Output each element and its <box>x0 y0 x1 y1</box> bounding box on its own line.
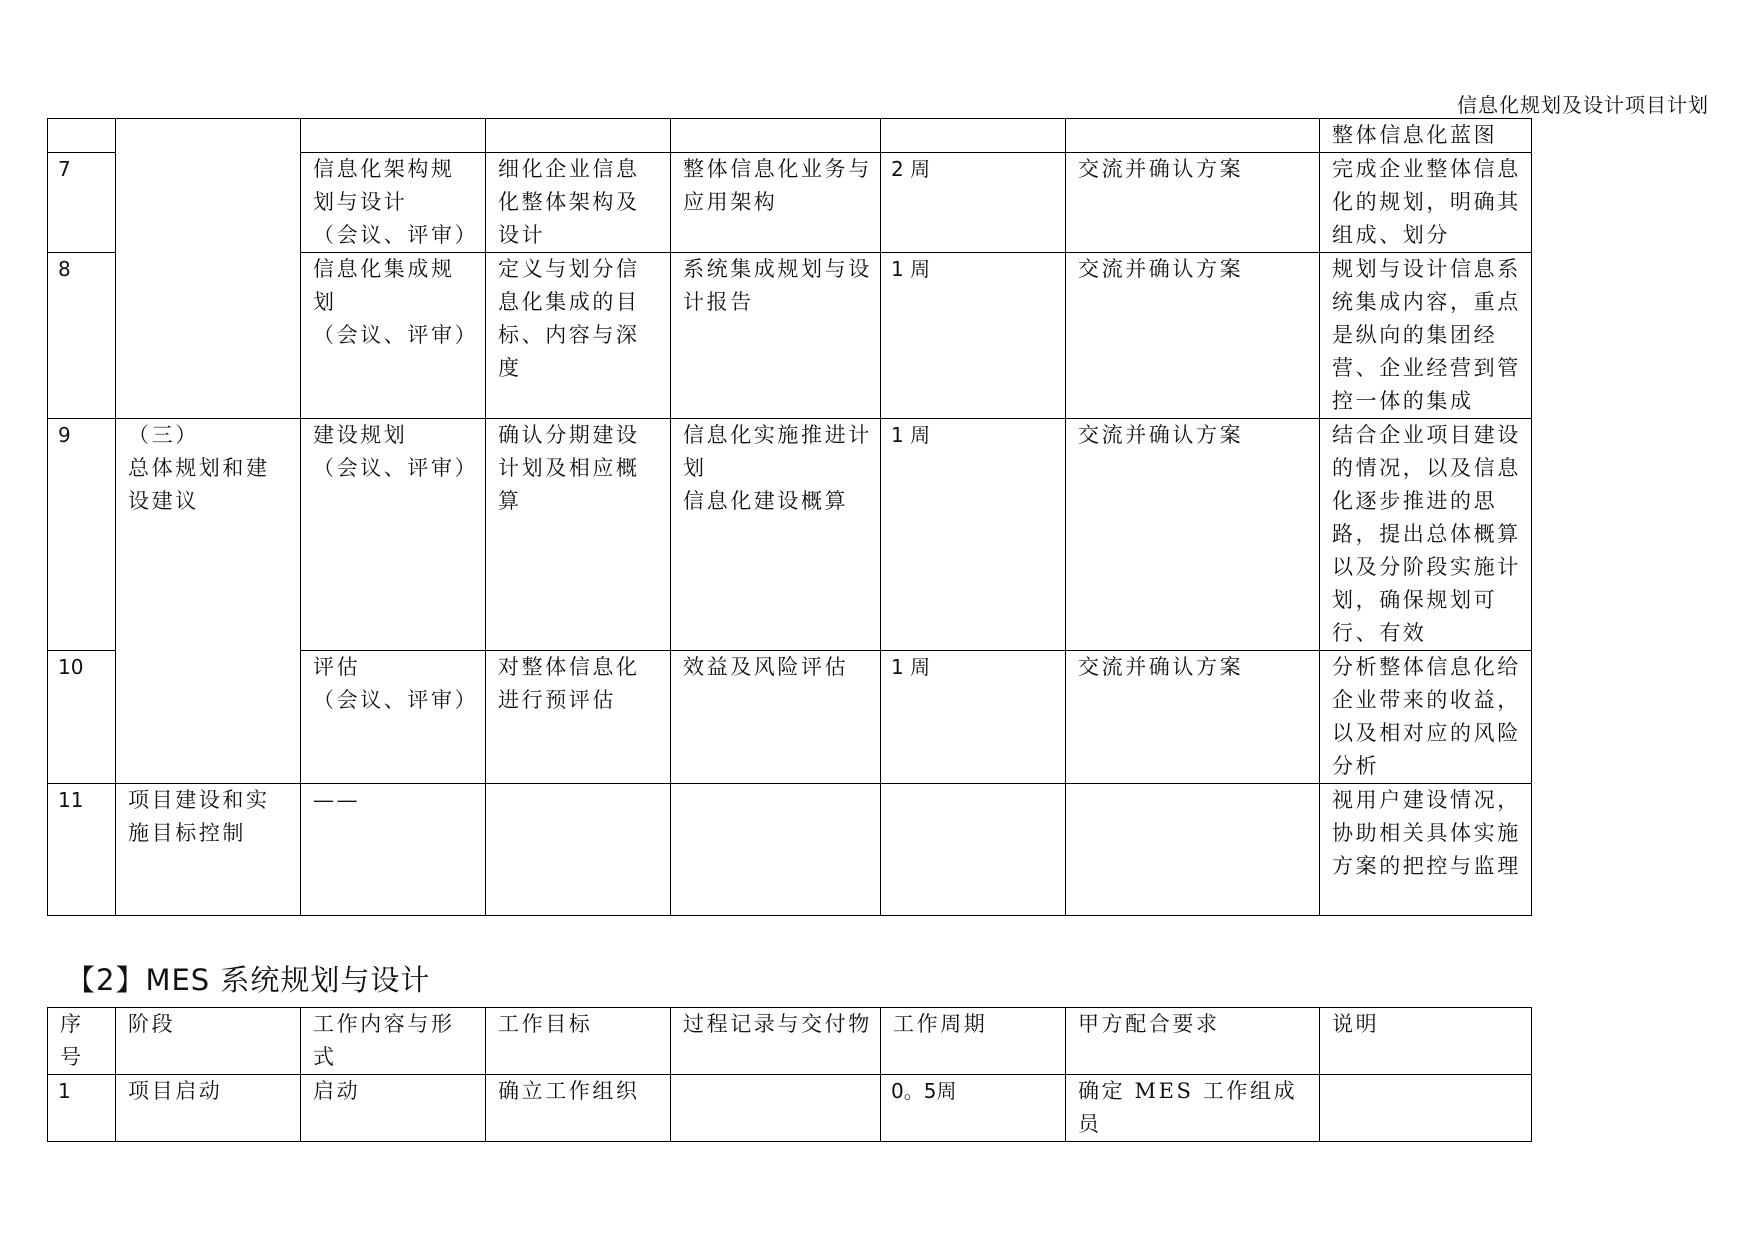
period-cell: 2 周 <box>881 153 1066 253</box>
header-no: 序号 <box>48 1008 116 1075</box>
section-heading: 【2】MES 系统规划与设计 <box>66 963 431 997</box>
table-row <box>48 1075 1532 1142</box>
note-cell: 规划与设计信息系统集成内容，重点是纵向的集团经营、企业经营到管控一体的集成 <box>1320 253 1532 419</box>
header-phase: 阶段 <box>116 1008 301 1075</box>
note-cell: 完成企业整体信息化的规划，明确其组成、划分 <box>1320 153 1532 253</box>
task-cell: 信息化架构规划与设计 （会议、评审） <box>301 153 486 253</box>
goal-cell <box>486 784 671 916</box>
goal-cell: 定义与划分信息化集成的目标、内容与深度 <box>486 253 671 419</box>
header-goal: 工作目标 <box>486 1008 671 1075</box>
row-number <box>48 119 116 153</box>
header-note: 说明 <box>1320 1008 1532 1075</box>
table-header-row <box>48 1008 1532 1075</box>
task-cell: 信息化集成规划 （会议、评审） <box>301 253 486 419</box>
task-cell: 评估 （会议、评审） <box>301 651 486 784</box>
deliverable-cell: 系统集成规划与设计报告 <box>671 253 881 419</box>
goal-cell: 确认分期建设计划及相应概算 <box>486 419 671 651</box>
note-cell: 整体信息化蓝图 <box>1320 119 1532 153</box>
table-row <box>48 419 1532 651</box>
table-row <box>48 784 1532 916</box>
goal-cell <box>486 119 671 153</box>
client-requirement-cell: 交流并确认方案 <box>1066 419 1320 651</box>
row-number: 7 <box>48 153 116 253</box>
task-cell <box>301 119 486 153</box>
header-deliverable: 过程记录与交付物 <box>671 1008 881 1075</box>
period-cell: 1 周 <box>881 651 1066 784</box>
task-cell: 建设规划 （会议、评审） <box>301 419 486 651</box>
table-row <box>48 119 1532 153</box>
period-cell <box>881 119 1066 153</box>
task-cell: —— <box>301 784 486 916</box>
note-cell: 结合企业项目建设的情况，以及信息化逐步推进的思路，提出总体概算以及分阶段实施计划，确保规划可行、有效 <box>1320 419 1532 651</box>
client-requirement-cell <box>1066 119 1320 153</box>
task-cell: 启动 <box>301 1075 486 1142</box>
client-requirement-cell: 交流并确认方案 <box>1066 153 1320 253</box>
client-requirement-cell: 交流并确认方案 <box>1066 253 1320 419</box>
row-number: 8 <box>48 253 116 419</box>
goal-cell: 对整体信息化进行预评估 <box>486 651 671 784</box>
client-requirement-cell <box>1066 784 1320 916</box>
plan-table-continued <box>47 118 1532 916</box>
goal-cell: 确立工作组织 <box>486 1075 671 1142</box>
row-number: 10 <box>48 651 116 784</box>
goal-cell: 细化企业信息化整体架构及设计 <box>486 153 671 253</box>
deliverable-cell <box>671 1075 881 1142</box>
phase-cell: 项目建设和实施目标控制 <box>116 784 301 916</box>
header-task: 工作内容与形式 <box>301 1008 486 1075</box>
note-cell: 分析整体信息化给企业带来的收益，以及相对应的风险分析 <box>1320 651 1532 784</box>
deliverable-cell: 效益及风险评估 <box>671 651 881 784</box>
running-header: 信息化规划及设计项目计划 <box>1457 93 1709 117</box>
row-number: 9 <box>48 419 116 651</box>
deliverable-cell: 整体信息化业务与应用架构 <box>671 153 881 253</box>
phase-cell-blank <box>116 119 301 419</box>
mes-plan-table <box>47 1007 1532 1142</box>
client-requirement-cell: 交流并确认方案 <box>1066 651 1320 784</box>
phase-cell: （三） 总体规划和建设建议 <box>116 419 301 784</box>
period-cell: 1 周 <box>881 419 1066 651</box>
client-requirement-cell: 确定 MES 工作组成员 <box>1066 1075 1320 1142</box>
note-cell: 视用户建设情况，协助相关具体实施方案的把控与监理 <box>1320 784 1532 916</box>
row-number: 11 <box>48 784 116 916</box>
period-cell <box>881 784 1066 916</box>
header-period: 工作周期 <box>881 1008 1066 1075</box>
deliverable-cell <box>671 784 881 916</box>
deliverable-cell <box>671 119 881 153</box>
period-cell: 0。5周 <box>881 1075 1066 1142</box>
deliverable-cell: 信息化实施推进计划 信息化建设概算 <box>671 419 881 651</box>
phase-cell: 项目启动 <box>116 1075 301 1142</box>
note-cell <box>1320 1075 1532 1142</box>
header-client-requirement: 甲方配合要求 <box>1066 1008 1320 1075</box>
row-number: 1 <box>48 1075 116 1142</box>
period-cell: 1 周 <box>881 253 1066 419</box>
